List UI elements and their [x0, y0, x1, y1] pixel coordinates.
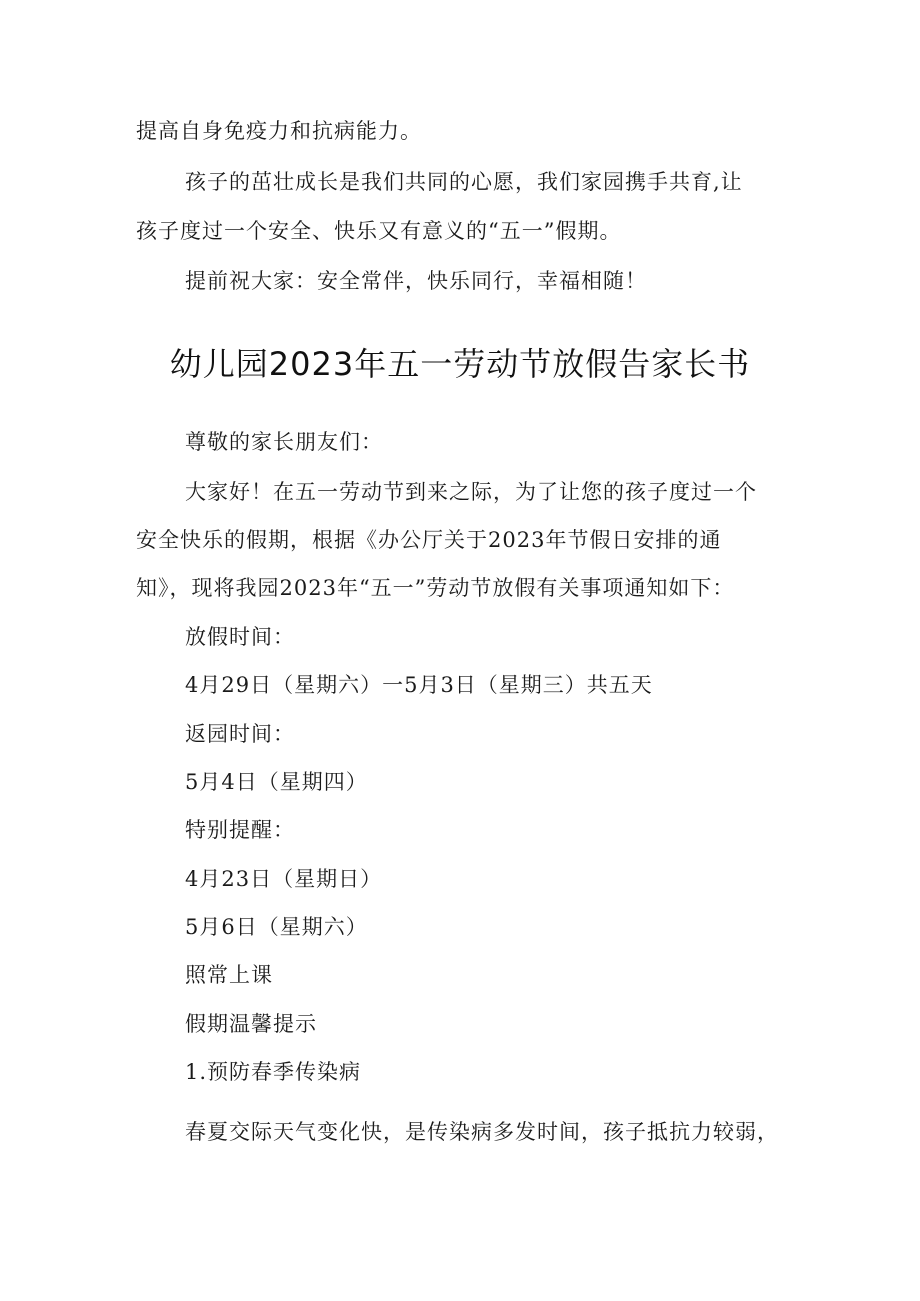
list-item: 1.预防春季传染病: [185, 1060, 362, 1084]
paragraph-line: 安全快乐的假期，根据《办公厅关于2023年节假日安排的通: [136, 528, 722, 552]
section-label: 特别提醒：: [185, 818, 295, 842]
paragraph-line: 提高自身免疫力和抗病能力。: [136, 119, 422, 143]
paragraph-line: 大家好！在五一劳动节到来之际，为了让您的孩子度过一个: [185, 480, 757, 504]
paragraph-line: 提前祝大家：安全常伴，快乐同行，幸福相随！: [185, 269, 647, 293]
date-line: 5月4日（星期四）: [185, 770, 368, 794]
salutation: 尊敬的家长朋友们：: [185, 430, 383, 454]
paragraph-line: 孩子的茁壮成长是我们共同的心愿，我们家园携手共育,让: [185, 170, 743, 194]
paragraph-line: 照常上课: [185, 963, 273, 987]
paragraph-line: 孩子度过一个安全、快乐又有意义的“五一”假期。: [136, 219, 622, 243]
section-label: 放假时间：: [185, 625, 295, 649]
date-line: 5月6日（星期六）: [185, 915, 368, 939]
paragraph-line: 知》，现将我园2023年“五一”劳动节放假有关事项通知如下：: [136, 576, 735, 600]
document-title: 幼儿园2023年五一劳动节放假告家长书: [169, 345, 751, 383]
date-line: 4月23日（星期日）: [185, 867, 383, 891]
section-heading: 假期温馨提示: [185, 1012, 317, 1036]
date-line: 4月29日（星期六）一5月3日（星期三）共五天: [185, 673, 653, 697]
paragraph-line: 春夏交际天气变化快，是传染病多发时间，孩子抵抗力较弱，: [185, 1120, 779, 1144]
section-label: 返园时间：: [185, 722, 295, 746]
